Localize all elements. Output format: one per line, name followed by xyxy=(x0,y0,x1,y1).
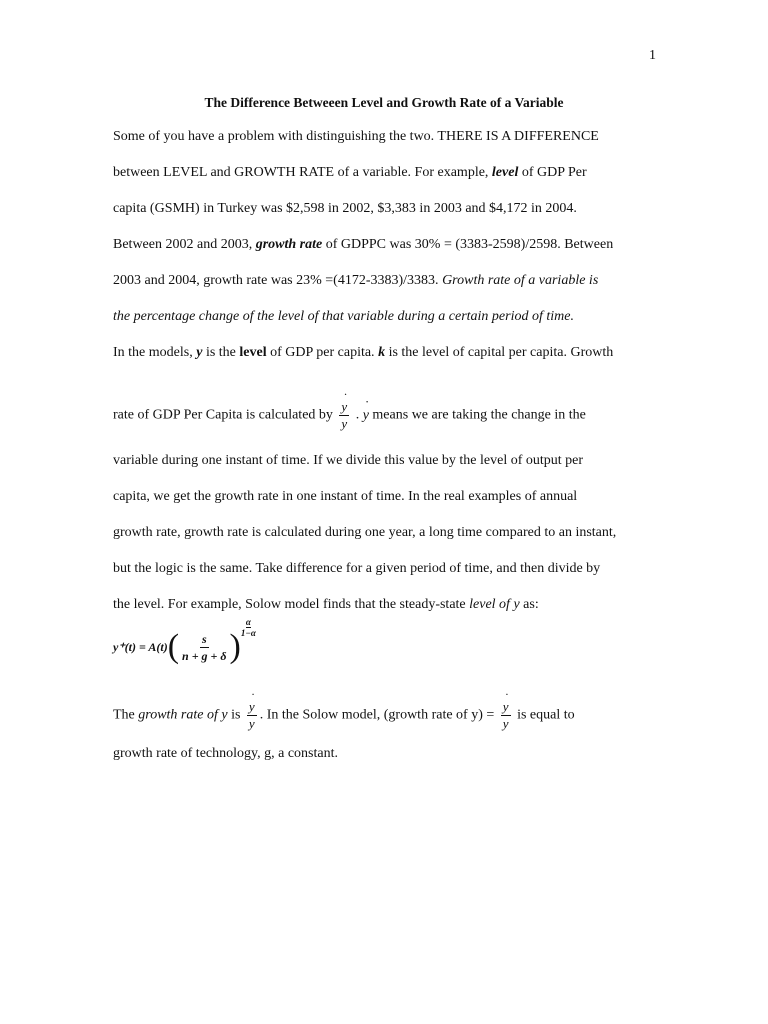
fraction-ydot-over-y: ˙ $\frac{y}{y}$ xyxy=(247,700,257,731)
paragraph-line: variable during one instant of time. If we divide this value by the level of output per xyxy=(113,453,584,468)
paragraph-line: growth rate, growth rate is calculated during one year, a long time compared to an instant, xyxy=(113,525,617,540)
paragraph-line: between LEVEL and GROWTH RATE of a variable. For example, level of GDP Per xyxy=(113,165,587,180)
ydot-symbol: ˙ y xyxy=(363,407,369,425)
paragraph-line: rate of GDP Per Capita is calculated by ˙ $\frac{y}{y}$ . ˙ y means we are taking the change in the xyxy=(113,400,586,431)
paragraph-line: growth rate of technology, g, a constant. xyxy=(113,746,338,761)
fraction-ydot-over-y: ˙ $\frac{y}{y}$ xyxy=(339,400,349,431)
paragraph-line: Some of you have a problem with distinguishing the two. THERE IS A DIFFERENCE xyxy=(113,129,599,144)
emphasis-level: level xyxy=(491,165,519,180)
paragraph-line: capita (GSMH) in Turkey was $2,598 in 2002, $3,383 in 2003 and $4,172 in 2004. xyxy=(113,201,577,216)
paragraph-line: the percentage change of the level of that variable during a certain period of time. xyxy=(113,309,574,324)
emphasis-growth-rate: growth rate xyxy=(255,237,323,252)
paragraph-line: the level. For example, Solow model finds that the steady-state level of y as: xyxy=(113,597,539,612)
paragraph-line: capita, we get the growth rate in one instant of time. In the real examples of annual xyxy=(113,489,578,504)
document-title: The Difference Betweeen Level and Growth Rate of a Variable xyxy=(204,95,564,110)
paragraph-line: 2003 and 2004, growth rate was 23% =(4172-3383)/3383. Growth rate of a variable is xyxy=(113,273,599,288)
paragraph-line: In the models, y is the level of GDP per capita. k is the level of capital per capita. Growth xyxy=(113,345,614,360)
page-number: 1 xyxy=(649,48,656,63)
solow-steady-state-equation: y⁺(t) = A(t) ( $\frac{s}{n + g + \delta}$ ) $\frac{\alpha}{1-\alpha}$ xyxy=(113,616,256,665)
paragraph-line: Between 2002 and 2003, growth rate of GDPPC was 30% = (3383-2598)/2598. Between xyxy=(113,237,614,252)
paragraph-line: but the logic is the same. Take difference for a given period of time, and then divide by xyxy=(113,561,601,576)
fraction-ydot-over-y: ˙ $\frac{y}{y}$ xyxy=(501,700,511,731)
paragraph-line: The growth rate of y is ˙ $\frac{y}{y}$ . In the Solow model, (growth rate of y) = ˙ $\frac{y}{y}$ is equal to xyxy=(113,700,575,731)
